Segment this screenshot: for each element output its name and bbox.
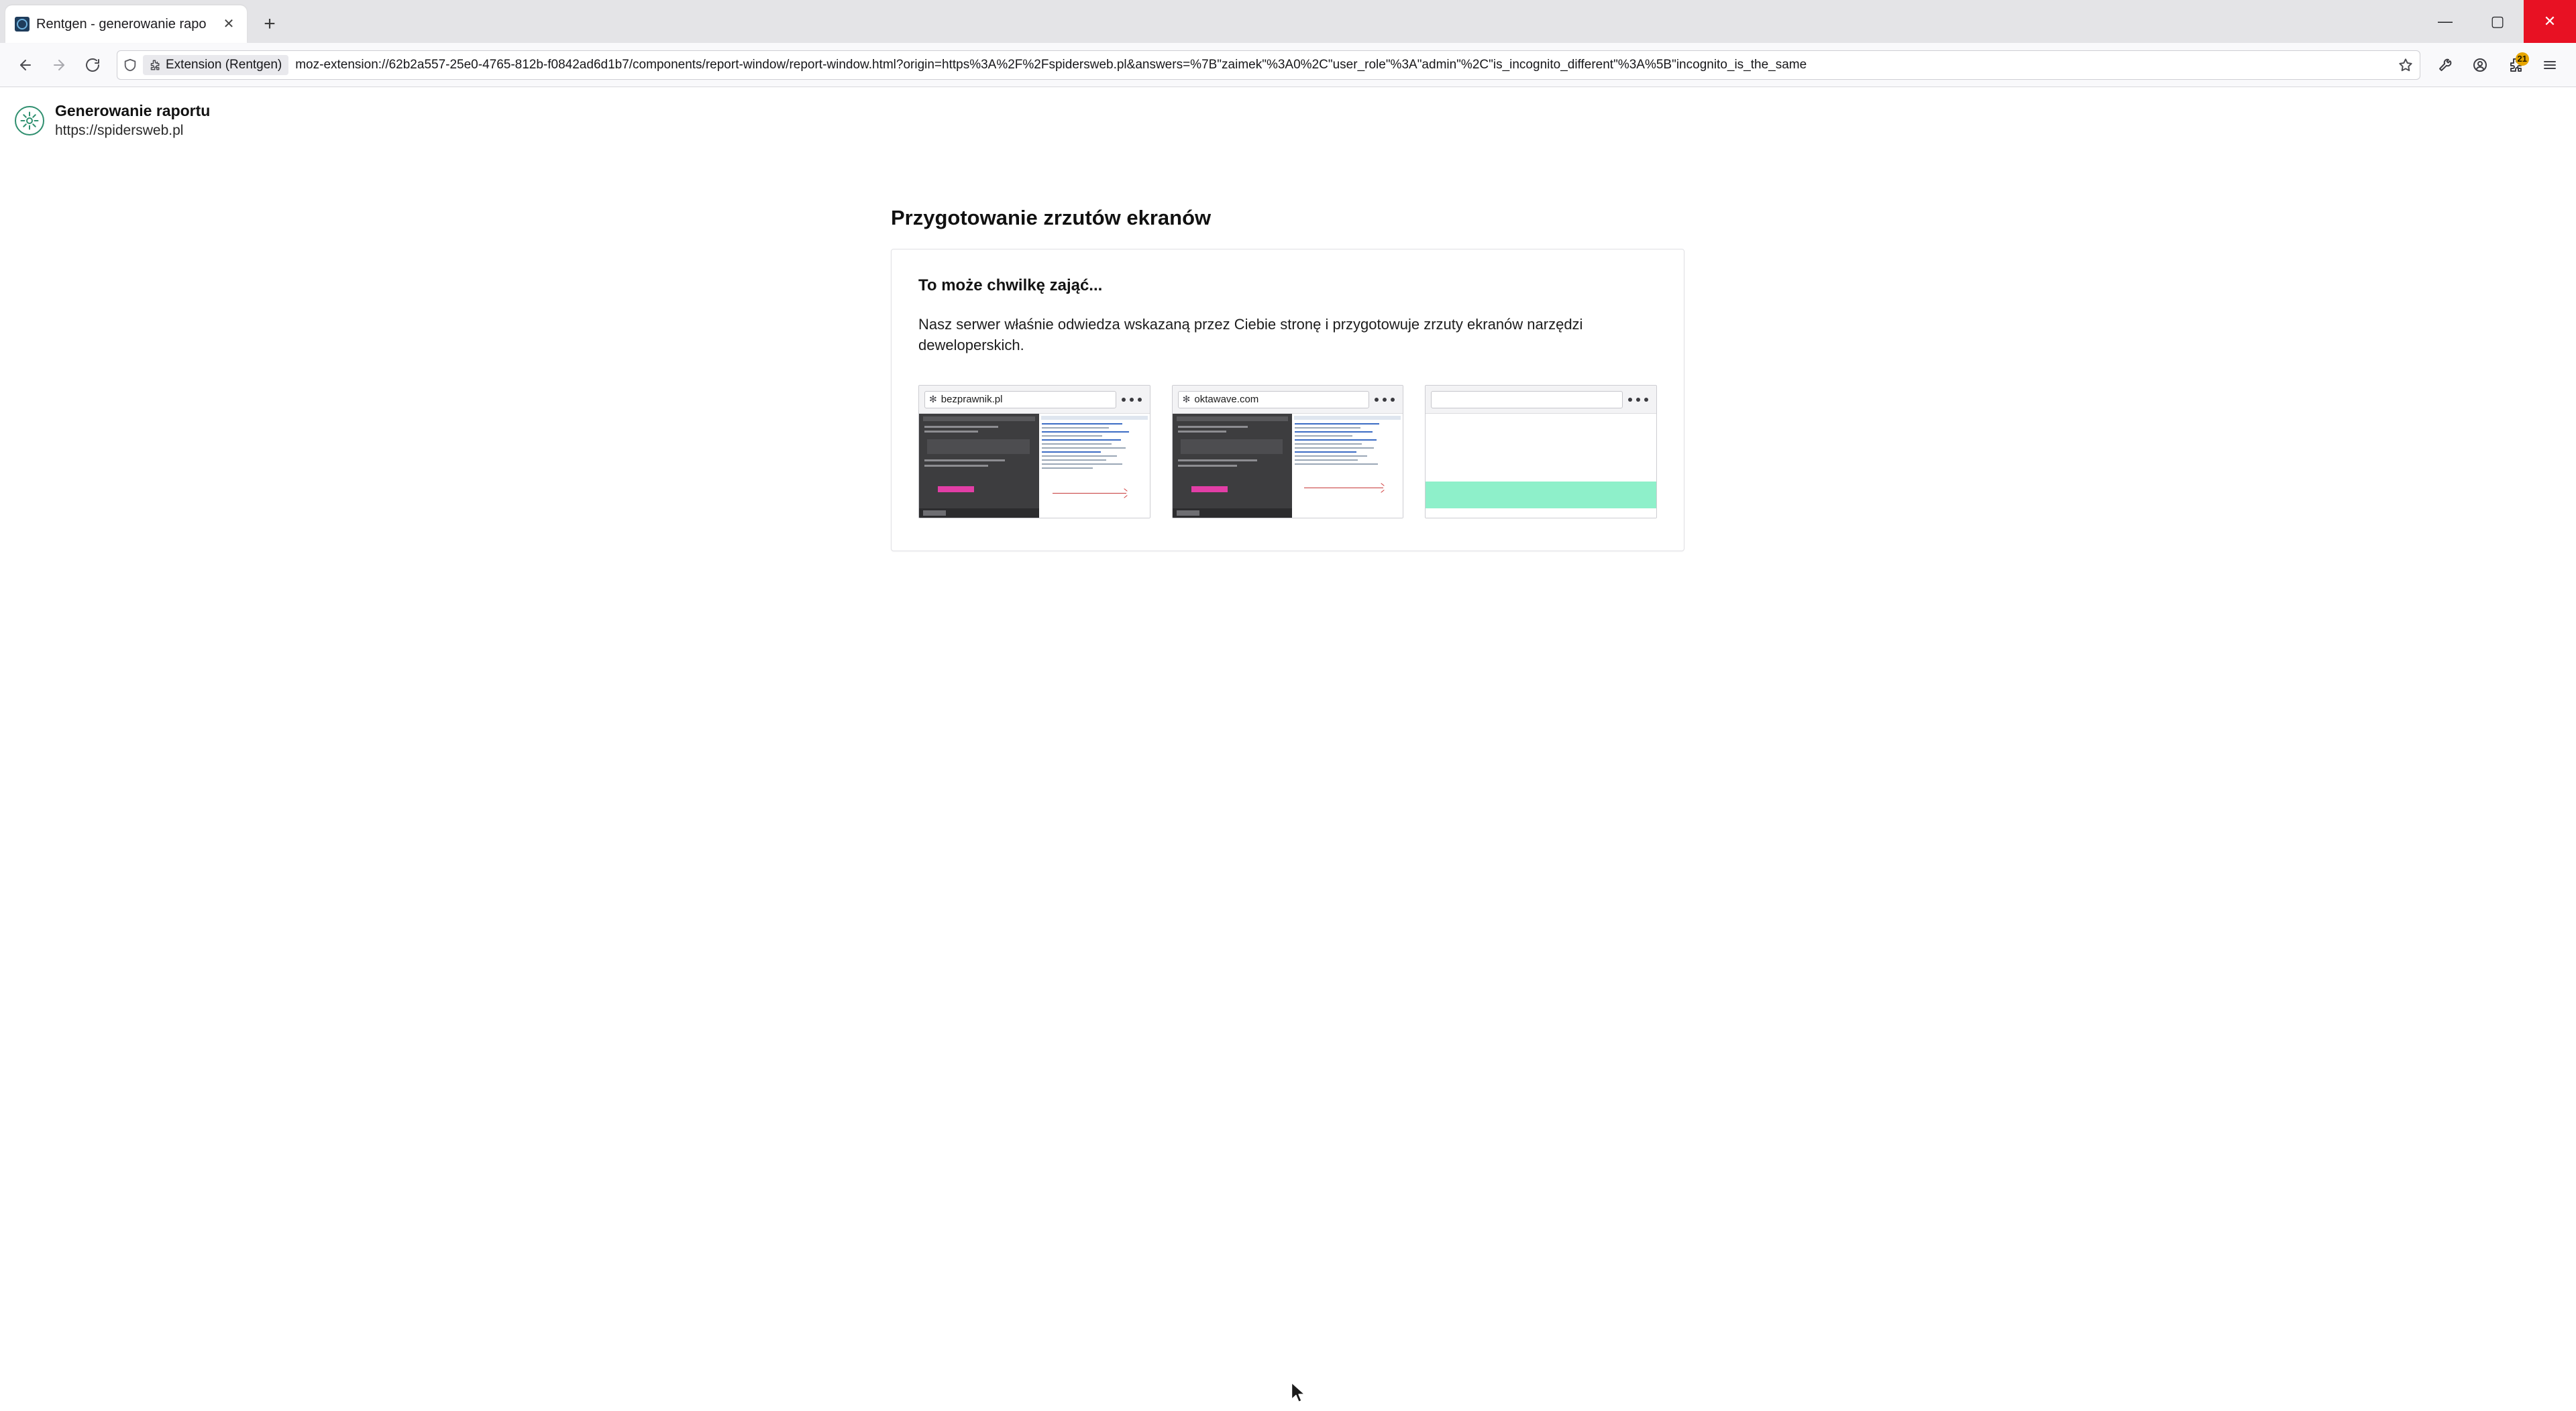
snowflake-icon: ✻ [929,394,937,405]
thumbnail-toolbar [919,386,1150,414]
window-controls [2419,0,2576,43]
thumbnail-menu-icon[interactable] [1628,398,1651,402]
rentgen-favicon [15,17,30,32]
page-content [0,87,2576,1411]
extension-origin-chip[interactable] [143,55,288,75]
window-close-button[interactable]: ✕ [2524,0,2576,43]
extensions-button[interactable] [2500,50,2530,80]
application-menu-button[interactable] [2534,50,2565,80]
rentgen-logo [15,106,44,135]
back-button[interactable] [11,50,40,80]
network-panel-mock [1292,414,1403,518]
developer-tools-button[interactable] [2430,50,2461,80]
thumbnail-toolbar [1426,386,1656,414]
minimize-button[interactable]: — [2438,13,2453,30]
devtools-panel-mock [919,414,1039,518]
report-header-texts [55,102,210,139]
thumbnail-preview [1173,414,1403,518]
thumbnail-preview-pending [1426,414,1656,518]
thumbnail-url-field [1431,391,1623,408]
navigation-toolbar [0,43,2576,87]
screenshot-thumbnail-pending[interactable] [1425,385,1657,518]
shield-icon [123,58,138,72]
thumbnail-url-field [924,391,1116,408]
url-text[interactable]: moz-extension://62b2a557-25e0-4765-812b-f0842ad6d1b7/components/report-window/report-window.html?origin=https%3A%2F%2Fspidersweb.pl&answers=%7B"zaimek"%3A0%2C"user_role"%3A"admin"%2C"is_incognito_different"%3A%5B"incognito_is_the_same [295,57,1807,72]
page-title: Przygotowanie zrzutów ekranów [891,206,1212,229]
report-app-title: Generowanie raportu [55,102,211,119]
account-button[interactable] [2465,50,2496,80]
screenshot-thumbnail[interactable] [1172,385,1404,518]
puzzle-icon [148,59,160,71]
thumbnail-url-text: oktawave.com [1194,394,1259,406]
reload-button[interactable] [78,50,107,80]
thumbnail-menu-icon[interactable] [1122,398,1144,402]
new-tab-button[interactable]: + [264,13,276,35]
maximize-button[interactable]: ▢ [2490,13,2505,30]
extensions-badge: 21 [2516,52,2529,66]
network-panel-mock [1039,414,1150,518]
bookmark-star-icon[interactable] [2397,56,2414,74]
close-icon[interactable]: ✕ [223,17,235,32]
mouse-cursor [1289,1381,1308,1404]
thumbnail-url-text: bezprawnik.pl [941,394,1003,406]
extension-chip-label: Extension (Rentgen) [166,57,282,72]
status-card [891,249,1684,551]
devtools-panel-mock [1173,414,1293,518]
tab-title: Rentgen - generowanie rapo [36,16,207,32]
forward-button[interactable] [44,50,74,80]
tab-strip [0,0,286,43]
browser-titlebar [0,0,2576,43]
thumbnail-toolbar [1173,386,1403,414]
report-site-url: https://spidersweb.pl [55,123,184,138]
snowflake-icon: ✻ [1182,394,1191,405]
card-description: Nasz serwer właśnie odwiedza wskazaną przez Ciebie stronę i przygotowuje zrzuty ekranów narzędzi deweloperskich. [918,316,1583,354]
thumbnail-url-field [1178,391,1370,408]
thumbnail-list [918,385,1657,518]
browser-tab-rentgen[interactable] [5,5,247,43]
screenshot-thumbnail[interactable] [918,385,1150,518]
thumbnail-preview [919,414,1150,518]
thumbnail-menu-icon[interactable] [1375,398,1397,402]
address-bar[interactable] [117,50,2420,80]
loading-progress-band [1426,482,1656,508]
card-heading: To może chwilkę zająć... [918,276,1103,294]
report-header [0,87,2576,139]
